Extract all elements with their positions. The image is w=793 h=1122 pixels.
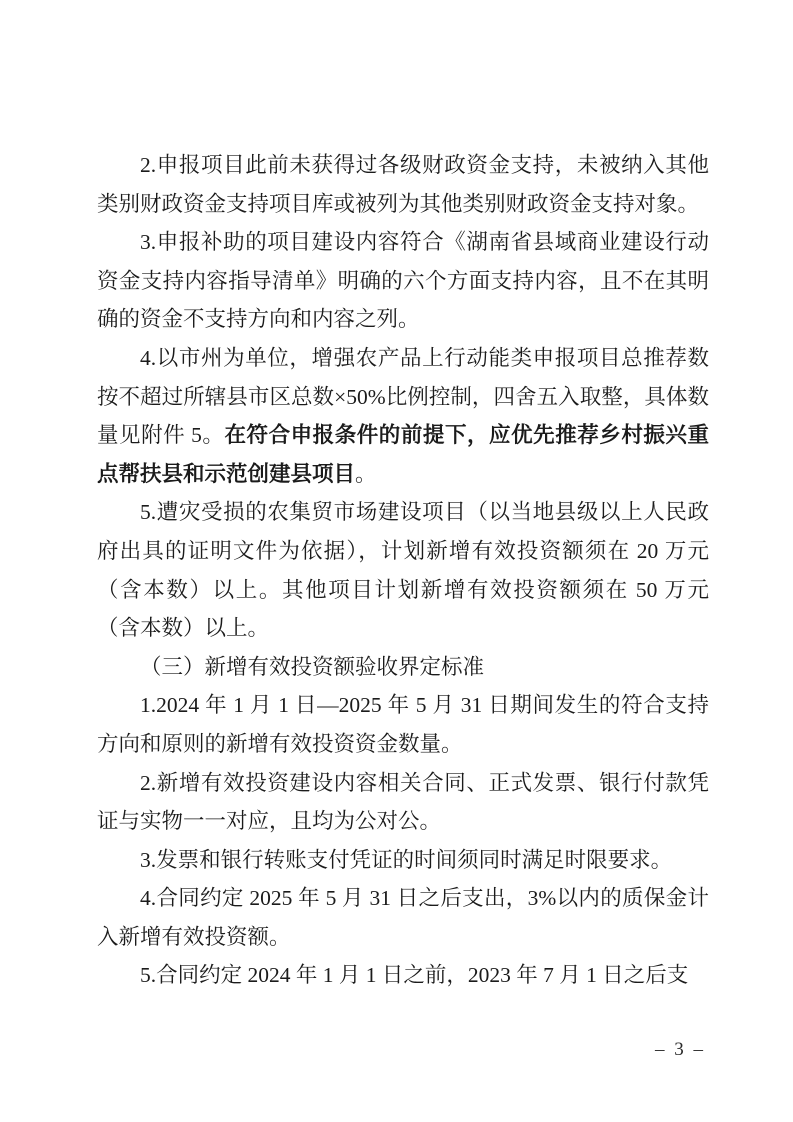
- paragraph: [97, 493, 709, 647]
- text-run: 1.2024 年 1 月 1 日—2025 年 5 月 31 日期间发生的符合支持方向和原则的新增有效投资资金数量。: [97, 693, 709, 756]
- paragraph: [97, 223, 709, 339]
- page-number: – 3 –: [655, 1039, 703, 1060]
- text-run: 。: [355, 461, 377, 486]
- text-run: 2.申报项目此前未获得过各级财政资金支持，未被纳入其他类别财政资金支持项目库或被列为其他类别财政资金支持对象。: [97, 153, 709, 216]
- text-run: 4.以市州为单位，增强农产品上行动能类申报项目总推荐数按不超过所辖县市区总数×50%比例控制，四舍五入取整，具体数量见附件 5。: [97, 345, 709, 448]
- paragraph: [97, 339, 709, 493]
- paragraph: [97, 686, 709, 763]
- paragraph: [97, 956, 709, 995]
- section-heading: [97, 648, 709, 687]
- text-run: 2.新增有效投资建设内容相关合同、正式发票、银行付款凭证与实物一一对应，且均为公对公。: [97, 770, 709, 834]
- text-run: 4.合同约定 2025 年 5 月 31 日之后支出，3%以内的质保金计入新增有效投资额。: [97, 886, 709, 949]
- document-body: [97, 146, 709, 995]
- text-run: 5.遭灾受损的农集贸市场建设项目（以当地县级以上人民政府出具的证明文件为依据），计划新增有效投资额须在 20 万元（含本数）以上。其他项目计划新增有效投资额须在 50 万元（含本数）以上。: [97, 500, 709, 641]
- paragraph: [97, 764, 709, 841]
- text-run: 5.合同约定 2024 年 1 月 1 日之前，2023 年 7 月 1 日之后支: [140, 963, 689, 988]
- text-run: （三）新增有效投资额验收界定标准: [140, 654, 485, 679]
- text-run: 3.申报补助的项目建设内容符合《湖南省县域商业建设行动资金支持内容指导清单》明确的六个方面支持内容，且不在其明确的资金不支持方向和内容之列。: [97, 230, 709, 332]
- emphasis-text-run: 在符合申报条件的前提下，应优先推荐乡村振兴重点帮扶县和示范创建县项目: [97, 423, 709, 486]
- paragraph: [97, 146, 709, 223]
- paragraph: [97, 879, 709, 956]
- paragraph: [97, 841, 709, 880]
- text-run: 3.发票和银行转账支付凭证的时间须同时满足时限要求。: [140, 847, 673, 872]
